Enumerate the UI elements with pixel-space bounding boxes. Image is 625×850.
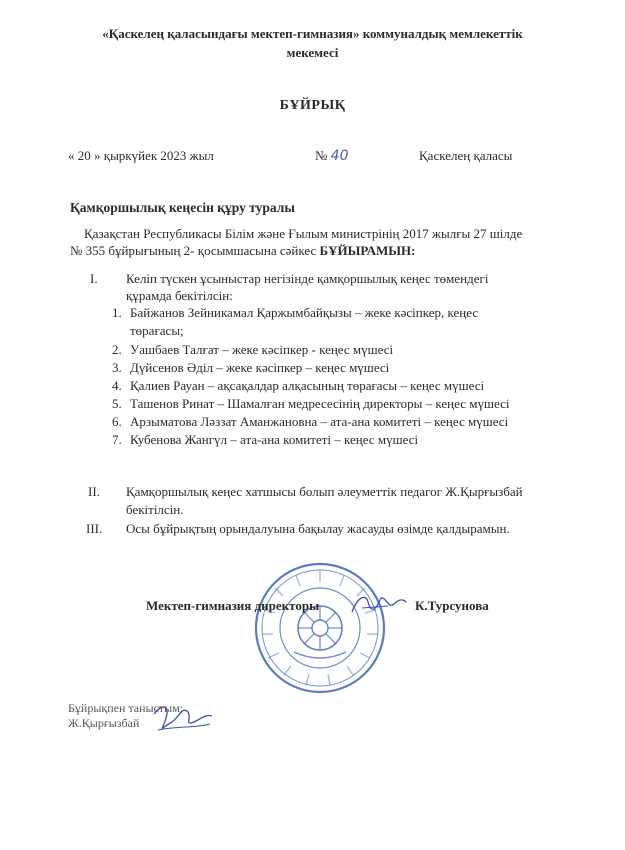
member-5-text: Ташенов Ринат – Шамалған медресесінің директоры – кеңес мүшесі <box>130 396 510 411</box>
member-7-number: 7. <box>112 432 122 447</box>
member-4-text: Қалиев Рауан – ақсақалдар алқасының төрағасы – кеңес мүшесі <box>130 378 485 393</box>
item-2-number: II. <box>88 484 100 499</box>
member-1-number: 1. <box>112 305 122 320</box>
order-date: « 20 » қыркүйек 2023 жыл <box>68 148 214 163</box>
order-place: Қаскелең қаласы <box>419 148 513 163</box>
official-stamp <box>252 560 388 696</box>
signatory-name: К.Турсунова <box>415 598 489 613</box>
order-number <box>315 148 348 164</box>
item-1-number: I. <box>90 271 98 286</box>
order-number-label: № <box>315 148 328 163</box>
document-title: БҰЙРЫҚ <box>279 98 346 113</box>
member-5-number: 5. <box>112 396 122 411</box>
item-2-line1: Қамқоршылық кеңес хатшысы болып әлеуметтік педагог Ж.Қырғызбай <box>126 484 523 499</box>
member-1-text: Байжанов Зейникамал Қаржымбайқызы – жеке кәсіпкер, кеңес <box>130 305 479 320</box>
member-3-number: 3. <box>112 360 122 375</box>
item-1-line1: Келіп түскен ұсыныстар негізінде қамқоршылық кеңес төмендегі <box>126 271 489 286</box>
member-3-text: Дүйсенов Әділ – жеке кәсіпкер – кеңес мүшесі <box>130 360 390 375</box>
director-signature <box>348 590 408 620</box>
institution-name-line2: мекемесі <box>286 45 339 60</box>
preamble-command: БҰЙЫРАМЫН: <box>319 243 416 258</box>
preamble-line1: Қазақстан Республикасы Білім және Ғылым министрінің 2017 жылғы 27 шілде <box>84 226 523 241</box>
member-6-number: 6. <box>112 414 122 429</box>
member-6-text: Арзыматова Ләззат Аманжановна – ата-ана комитеті – кеңес мүшесі <box>130 414 509 429</box>
member-4-number: 4. <box>112 378 122 393</box>
item-1-line2: құрамда бекітілсін: <box>126 288 233 303</box>
member-2-text: Уашбаев Талғат – жеке кәсіпкер - кеңес мүшесі <box>130 342 394 357</box>
member-2-number: 2. <box>112 342 122 357</box>
order-subject: Қамқоршылық кеңесін құру туралы <box>70 200 295 215</box>
acknowledgement-person: Ж.Қырғызбай <box>68 716 140 730</box>
order-number-value: 40 <box>330 148 349 164</box>
item-3-number: III. <box>86 521 103 536</box>
acknowledgement-signature <box>148 700 218 736</box>
member-7-text: Кубенова Жангүл – ата-ана комитеті – кеңес мүшесі <box>130 432 419 447</box>
preamble-text: № 355 бұйрығының 2- қосымшасына сәйкес <box>70 243 320 258</box>
preamble-line2 <box>70 243 416 259</box>
signatory-position: Мектеп-гимназия директоры <box>146 598 320 613</box>
institution-name-line1: «Қаскелең қаласындағы мектеп-гимназия» коммуналдық мемлекеттік <box>102 26 523 41</box>
item-3-line1: Осы бұйрықтың орындалуына бақылау жасауды өзімде қалдырамын. <box>126 521 510 536</box>
item-2-line2: бекітілсін. <box>126 502 184 517</box>
member-1-text-cont: төрағасы; <box>130 323 184 338</box>
acknowledgement-label: Бұйрықпен таныстым: <box>68 701 184 715</box>
